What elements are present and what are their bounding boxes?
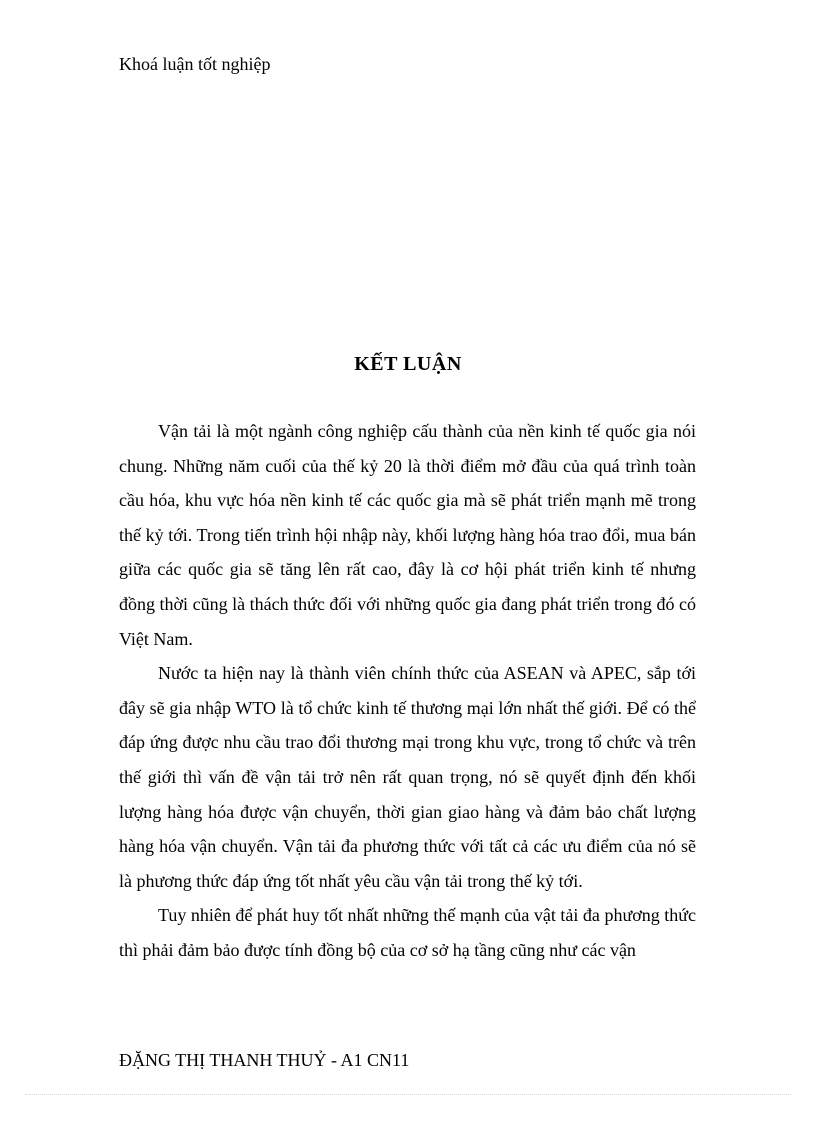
paragraph-2: Nước ta hiện nay là thành viên chính thức của ASEAN và APEC, sắp tới đây sẽ gia nhập WTO là tổ chức kinh tế thương mại lớn nhất thế giới. Để có thể đáp ứng được nhu cầu trao đổi thương mại trong khu vực, trong tổ chức và trên thế giới thì vấn đề vận tải trở nên rất quan trọng, nó sẽ quyết định đến khối lượng hàng hóa được vận chuyển, thời gian giao hàng và đảm bảo chất lượng hàng hóa vận chuyển. Vận tải đa phương thức với tất cả các ưu điểm của nó sẽ là phương thức đáp ứng tốt nhất yêu cầu vận tải trong thế kỷ tới.	[119, 663, 696, 891]
page-footer: ĐẶNG THỊ THANH THUỶ - A1 CN11	[119, 1050, 410, 1070]
page-bottom-divider	[25, 1094, 791, 1095]
paragraph-3: Tuy nhiên để phát huy tốt nhất những thế mạnh của vật tải đa phương thức thì phải đảm bảo được tính đồng bộ của cơ sở hạ tầng cũng như các vận	[119, 905, 696, 960]
section-title: KẾT LUẬN	[354, 353, 462, 375]
paragraph-1: Vận tải là một ngành công nghiệp cấu thành của nền kinh tế quốc gia nói chung. Những năm cuối của thế kỷ 20 là thời điểm mở đầu của quá trình toàn cầu hóa, khu vực hóa nền kinh tế các quốc gia mà sẽ phát triển mạnh mẽ trong thế kỷ tới. Trong tiến trình hội nhập này, khối lượng hàng hóa trao đổi, mua bán giữa các quốc gia sẽ tăng lên rất cao, đây là cơ hội phát triển kinh tế nhưng đồng thời cũng là thách thức đối với những quốc gia đang phát triển trong đó có Việt Nam.	[119, 421, 696, 649]
body-text	[119, 414, 696, 968]
page-header: Khoá luận tốt nghiệp	[119, 54, 271, 74]
